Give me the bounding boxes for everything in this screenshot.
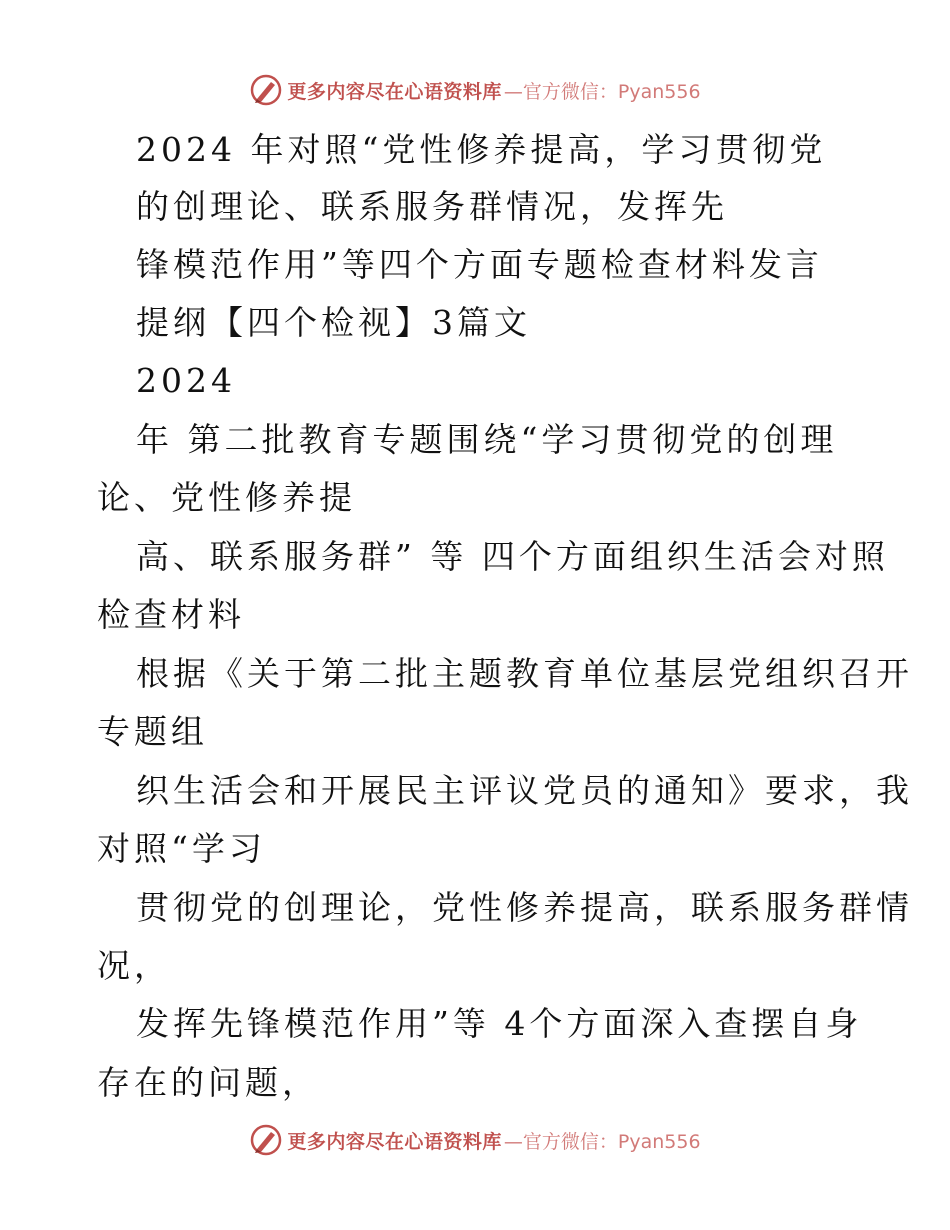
document-line: 2024 bbox=[136, 361, 236, 400]
footer-watermark bbox=[0, 1120, 950, 1160]
document-line: 贯彻党的创理论，党性修养提高，联系服务群情 bbox=[136, 888, 913, 927]
document-line: 提纲【四个检视】3篇文 bbox=[136, 303, 531, 342]
document-line: 况， bbox=[97, 946, 171, 985]
header-watermark bbox=[0, 70, 950, 110]
watermark-site-name: 更多内容尽在心语资料库 bbox=[287, 80, 502, 103]
document-line: 织生活会和开展民主评议党员的通知》要求，我 bbox=[136, 771, 913, 810]
document-line: 高、联系服务群” 等 四个方面组织生活会对照 bbox=[136, 537, 889, 576]
document-line: 年 第二批教育专题围绕“学习贯彻党的创理 bbox=[136, 420, 838, 459]
document-line: 专题组 bbox=[97, 712, 208, 751]
document-line: 存在的问题， bbox=[97, 1063, 319, 1102]
document-line: 锋模范作用”等四个方面专题检查材料发言 bbox=[136, 245, 823, 284]
watermark-site-name: 更多内容尽在心语资料库 bbox=[287, 1130, 502, 1153]
document-line: 检查材料 bbox=[97, 595, 245, 634]
watermark-contact: —官方微信：Pyan556 bbox=[503, 80, 701, 103]
document-line: 发挥先锋模范作用”等 4个方面深入查摆自身 bbox=[136, 1004, 863, 1043]
document-line: 的创理论、联系服务群情况，发挥先 bbox=[136, 187, 728, 226]
document-line: 对照“学习 bbox=[97, 829, 266, 868]
pen-logo-icon bbox=[249, 73, 283, 107]
document-line: 论、党性修养提 bbox=[97, 478, 356, 517]
document-line: 2024 年对照“党性修养提高，学习贯彻党 bbox=[136, 130, 827, 169]
document-line: 根据《关于第二批主题教育单位基层党组织召开 bbox=[136, 654, 913, 693]
pen-logo-icon bbox=[249, 1123, 283, 1157]
watermark-contact: —官方微信：Pyan556 bbox=[503, 1130, 701, 1153]
